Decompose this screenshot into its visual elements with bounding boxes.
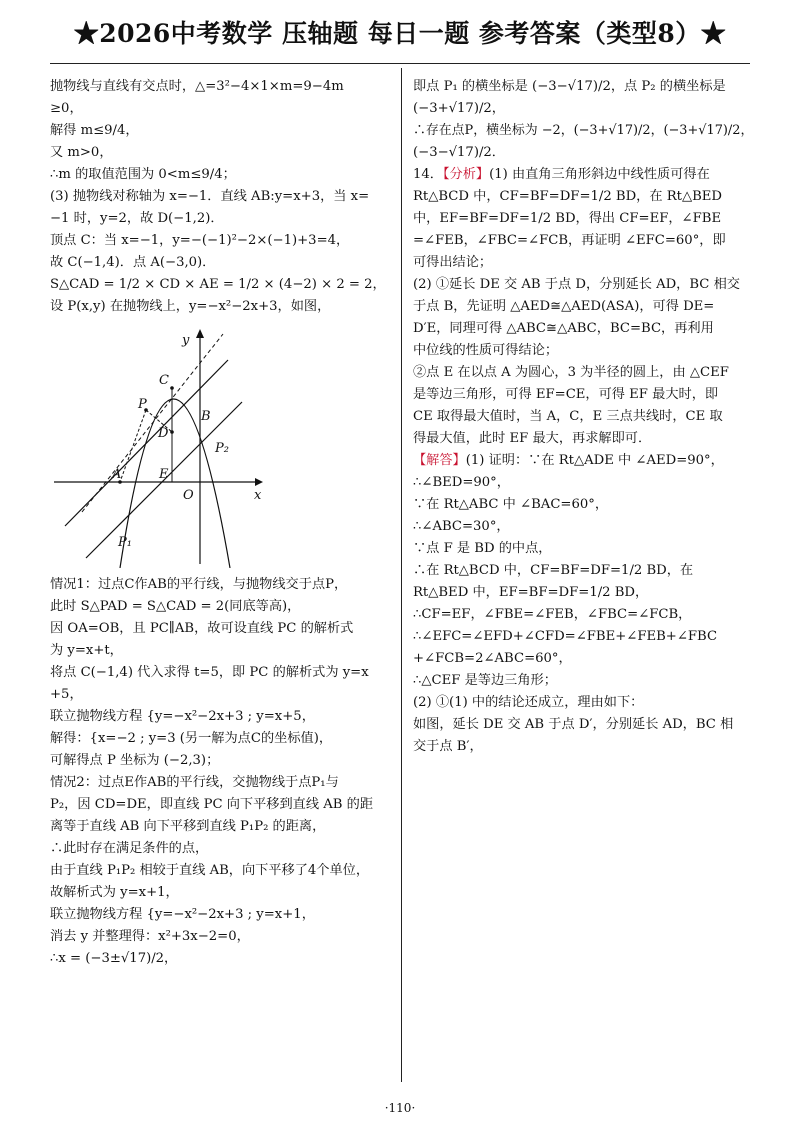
text-line: 顶点 C：当 x=−1，y=−(−1)²−2×(−1)+3=4， [50, 233, 350, 248]
text-line: ∴m 的取值范围为 0<m≤9/4； [50, 167, 236, 182]
label-p1: P₁ [118, 535, 132, 550]
text-line: 情况2：过点E作AB的平行线，交抛物线于点P₁与 [50, 775, 339, 790]
text-line: ∴CF=EF，∠FBE=∠FEB，∠FBC=∠FCB， [413, 607, 692, 622]
text-line: 消去 y 并整理得：x²+3x−2=0， [50, 929, 250, 944]
text-line: ≥0， [50, 101, 83, 116]
label-x: x [254, 488, 262, 503]
text-line: 是等边三角形，可得 EF=CE，可得 EF 最大时，即 [413, 387, 719, 402]
text-line: ∴△CEF 是等边三角形； [413, 673, 557, 688]
text-line: 得最大值，此时 EF 最大，再求解即可． [413, 431, 652, 446]
text-line: 交于点 B′， [413, 739, 483, 754]
text-line: 中位线的性质可得结论； [413, 343, 559, 358]
column-divider [401, 68, 402, 1082]
text-line: 可得出结论； [413, 255, 493, 270]
text-line: 如图，延长 DE 交 AB 于点 D′，分别延长 AD，BC 相 [413, 717, 734, 732]
label-p: P [138, 397, 147, 412]
header-rule [50, 63, 750, 64]
text-line: 将点 C(−1,4) 代入求得 t=5，即 PC 的解析式为 y=x [50, 665, 369, 680]
text-line: 解得：{x=−2 ; y=3 (另一解为点C的坐标值)， [50, 731, 333, 746]
text-line: 即点 P₁ 的横坐标是 (−3−√17)/2，点 P₂ 的横坐标是 [413, 79, 726, 94]
text-line: ∴∠BED=90°， [413, 475, 510, 490]
text-line: 联立抛物线方程 {y=−x²−2x+3 ; y=x+1， [50, 907, 315, 922]
text-line: 由于直线 P₁P₂ 相较于直线 AB，向下平移了4个单位， [50, 863, 370, 878]
label-a: A [112, 467, 122, 482]
text-line: (3) 抛物线对称轴为 x=−1．直线 AB:y=x+3，当 x= [50, 189, 370, 204]
left-column [50, 76, 390, 970]
text-line: 故 C(−1,4)．点 A(−3,0)． [50, 255, 216, 270]
text-line: 情况1：过点C作AB的平行线，与抛物线交于点P， [50, 577, 348, 592]
text-line: (−3−√17)/2． [413, 145, 505, 160]
solution-tag: 【解答】 [413, 453, 466, 468]
text-line: 又 m>0， [50, 145, 113, 160]
text-line: 于点 B，先证明 △AED≅△AED(ASA)，可得 DE= [413, 299, 715, 314]
page-title: ★2026中考数学 压轴题 每日一题 参考答案（类型8）★ [73, 19, 727, 48]
y-axis-arrow-icon [196, 329, 204, 338]
label-d: D [158, 426, 169, 441]
text-line: S△CAD = 1/2 × CD × AE = 1/2 × (4−2) × 2 = 2， [50, 277, 386, 292]
text-line: ∵在 Rt△ABC 中 ∠BAC=60°， [413, 497, 609, 512]
text-line: ∴∠EFC=∠EFD+∠CFD=∠FBE+∠FEB+∠FBC [413, 629, 718, 644]
parabola-curve [120, 399, 230, 568]
text-line: P₂，因 CD=DE，即直线 PC 向下平移到直线 AB 的距 [50, 797, 374, 812]
text-line: 解得 m≤9/4， [50, 123, 139, 138]
text-line: ∴此时存在满足条件的点， [50, 841, 209, 856]
text-line: (−3+√17)/2， [413, 101, 505, 116]
text-line: Rt△BED 中，EF=BF=DF=1/2 BD， [413, 585, 649, 600]
text-line: 中，EF=BF=DF=1/2 BD，得出 CF=EF，∠FBE [413, 211, 722, 226]
text-line: 离等于直线 AB 向下平移到直线 P₁P₂ 的距离， [50, 819, 326, 834]
text-line: 可解得点 P 坐标为 (−2,3)； [50, 753, 220, 768]
line-ab [65, 360, 228, 526]
text-line: D′E，同理可得 △ABC≅△ABC，BC=BC，再利用 [413, 321, 714, 336]
question-number: 14． [413, 167, 443, 182]
parabola-diagram [50, 324, 280, 568]
text-line: 故解析式为 y=x+1， [50, 885, 179, 900]
text-line: +5， [50, 687, 83, 702]
analysis-tag: 【分析】 [442, 167, 490, 182]
label-o: O [183, 488, 194, 503]
text-line: ∴x = (−3±√17)/2， [50, 951, 178, 966]
text-line: =∠FEB，∠FBC=∠FCB，再证明 ∠EFC=60°，即 [413, 233, 726, 248]
page-number: ·110· [384, 1101, 416, 1115]
analysis-heading [413, 164, 753, 186]
right-column [413, 76, 753, 758]
label-b: B [201, 409, 211, 424]
text-line: 设 P(x,y) 在抛物线上，y=−x²−2x+3，如图， [50, 299, 331, 314]
x-axis-arrow-icon [255, 478, 263, 486]
point-d-marker [170, 430, 174, 434]
text-line: ∴存在点P，横坐标为 −2，(−3+√17)/2，(−3+√17)/2， [413, 123, 754, 138]
text-line: ∵点 F 是 BD 的中点， [413, 541, 552, 556]
text-line: 联立抛物线方程 {y=−x²−2x+3 ; y=x+5， [50, 709, 315, 724]
analysis-first-line: (1) 由直角三角形斜边中线性质可得在 [489, 167, 710, 182]
text-line: (2) ①(1) 中的结论还成立，理由如下： [413, 695, 644, 710]
text-line: ∴在 Rt△BCD 中，CF=BF=DF=1/2 BD，在 [413, 563, 694, 578]
text-line: Rt△BCD 中，CF=BF=DF=1/2 BD，在 Rt△BED [413, 189, 722, 204]
text-line: 因 OA=OB，且 PC∥AB，故可设直线 PC 的解析式 [50, 621, 354, 636]
segment-pa [120, 410, 146, 482]
text-line: (2) ①延长 DE 交 AB 于点 D，分别延长 AD，BC 相交 [413, 277, 740, 292]
solution-heading [413, 450, 753, 472]
label-c: C [159, 373, 169, 388]
text-line: ②点 E 在以点 A 为圆心，3 为半径的圆上，由 △CEF [413, 365, 729, 380]
text-line: 此时 S△PAD = S△CAD = 2(同底等高)， [50, 599, 301, 614]
text-line: 抛物线与直线有交点时，△=3²−4×1×m=9−4m [50, 79, 344, 94]
text-line: 为 y=x+t， [50, 643, 123, 658]
label-e: E [159, 467, 169, 482]
text-line: CE 取得最大值时，当 A，C，E 三点共线时，CE 取 [413, 409, 723, 424]
point-c-marker [170, 386, 174, 390]
text-line: ∴∠ABC=30°， [413, 519, 510, 534]
solution-first-line: (1) 证明：∵在 Rt△ADE 中 ∠AED=90°， [465, 453, 724, 468]
label-p2: P₂ [215, 441, 229, 456]
label-y: y [182, 333, 190, 348]
page-header [0, 0, 800, 62]
text-line: +∠FCB=2∠ABC=60°， [413, 651, 572, 666]
text-line: −1 时，y=2，故 D(−1,2)． [50, 211, 224, 226]
